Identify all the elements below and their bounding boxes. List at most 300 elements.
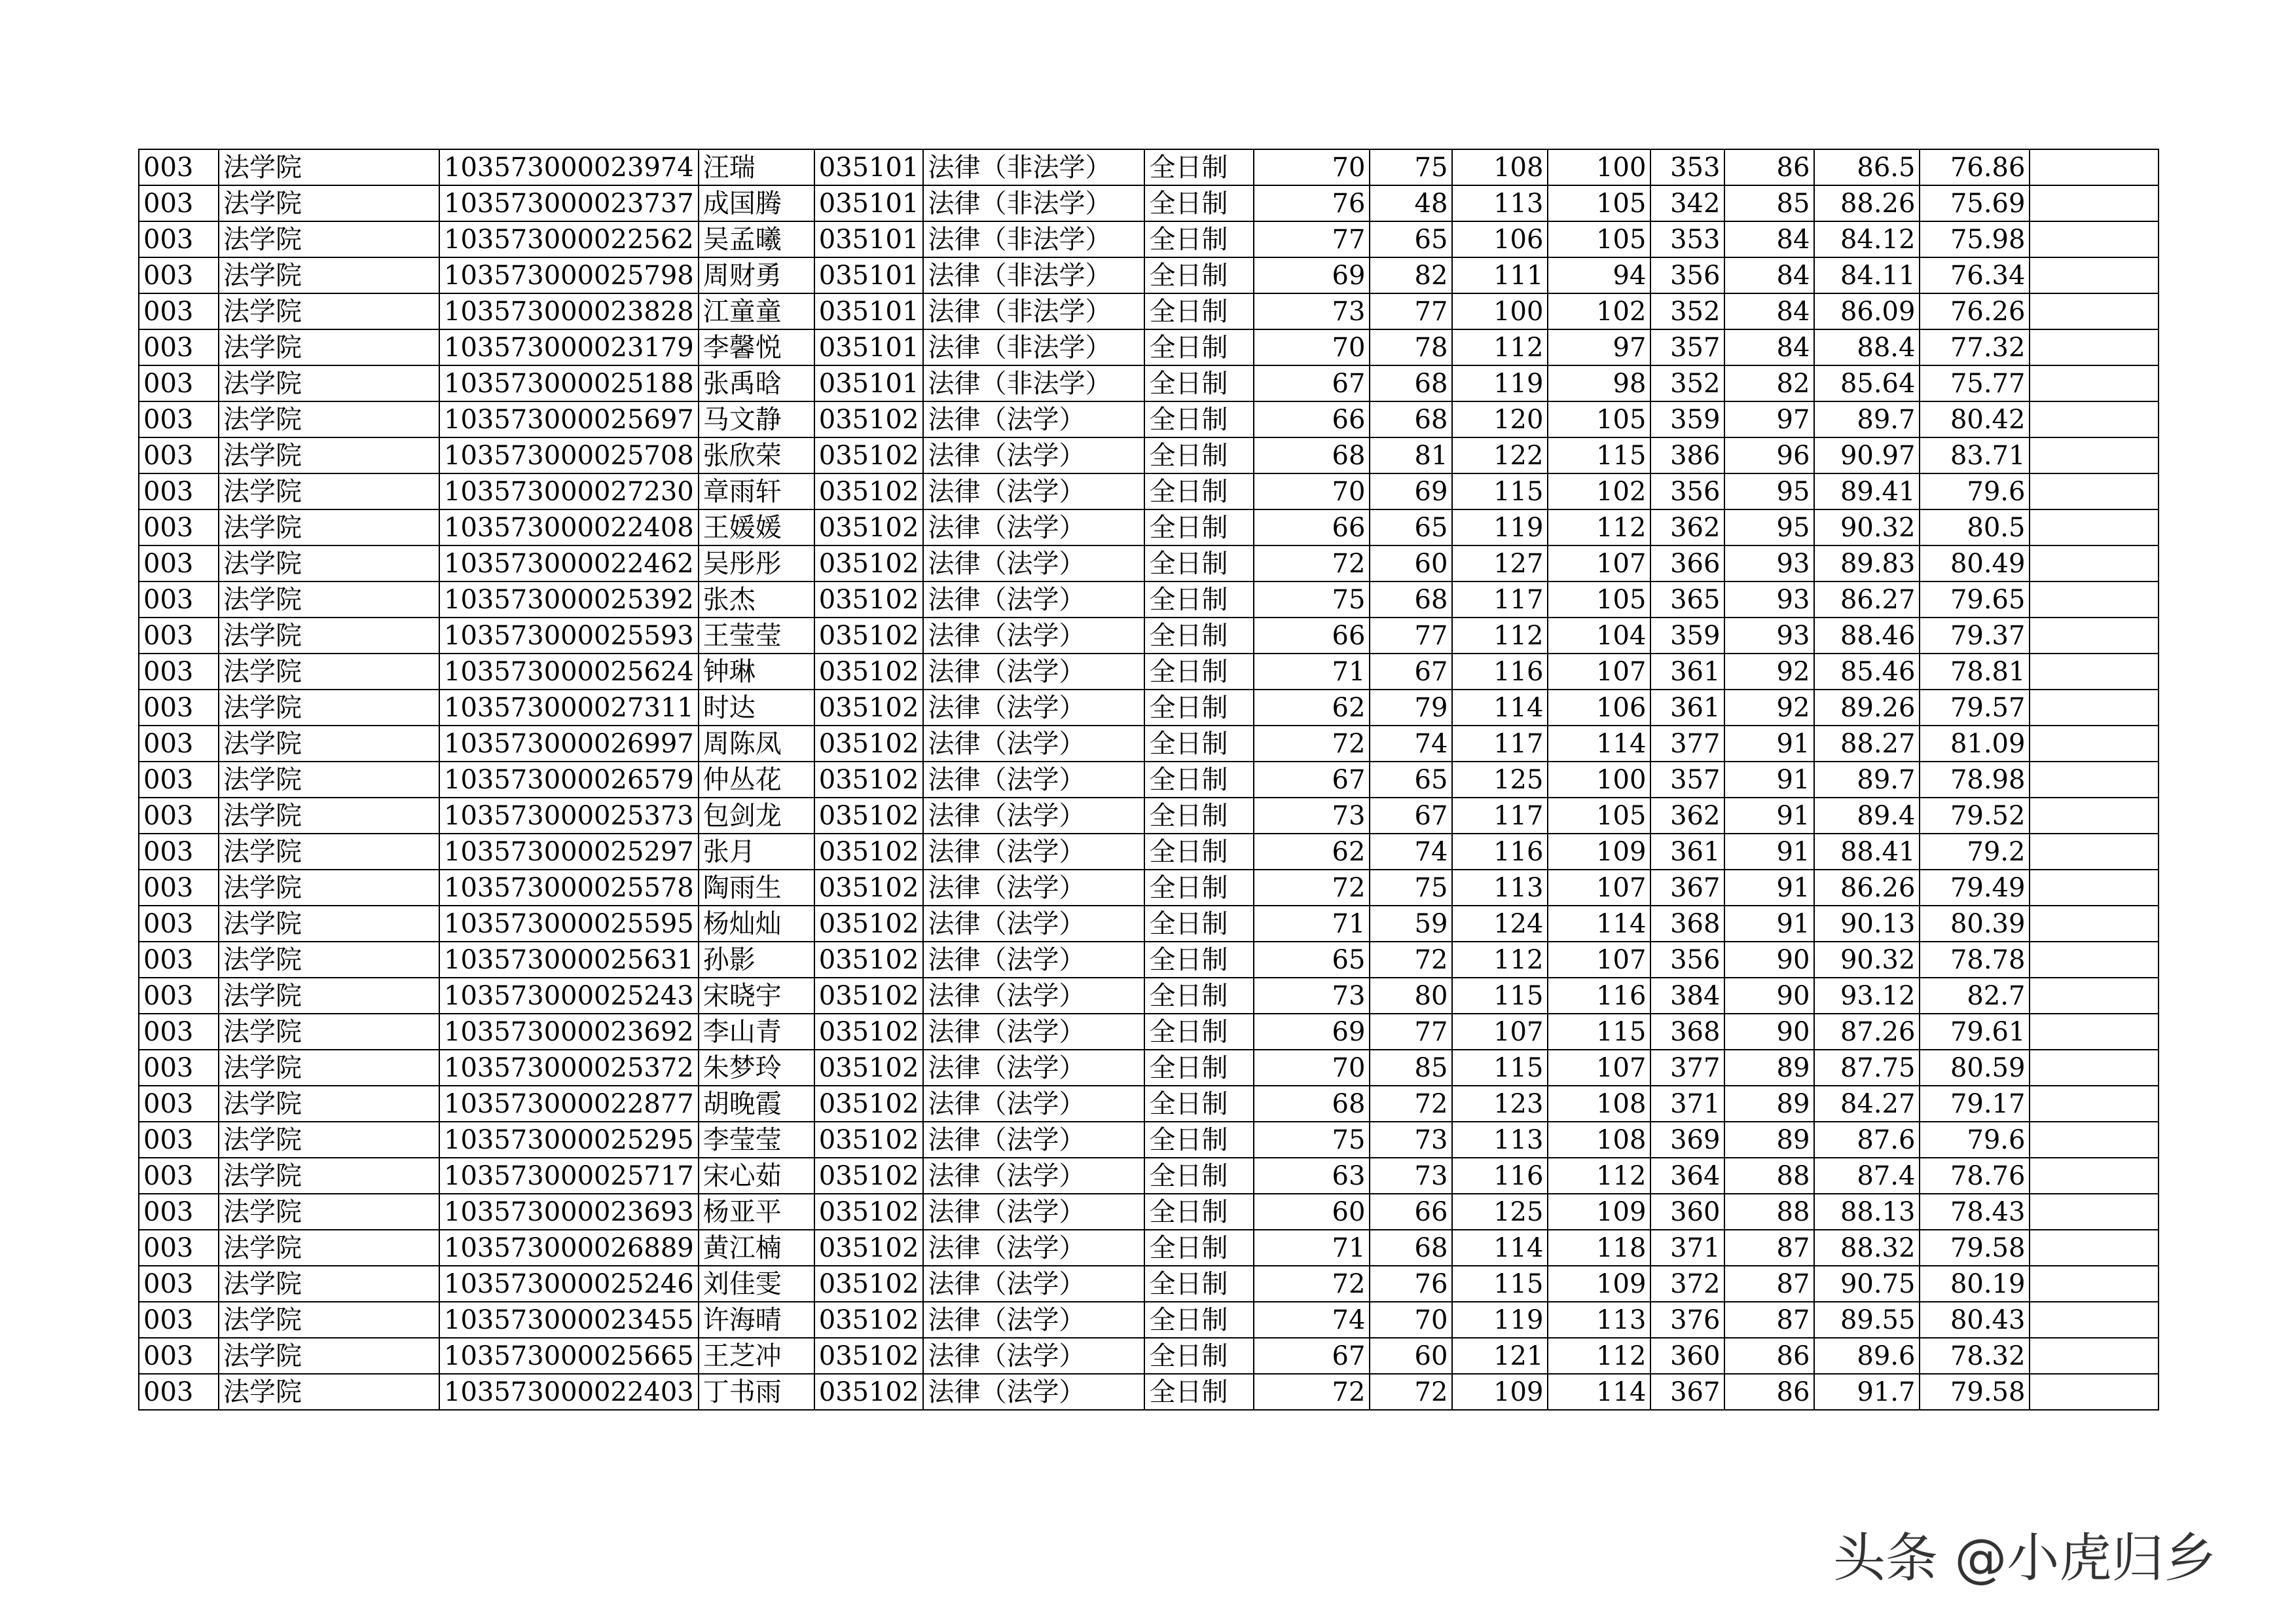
dept-name-cell: 法学院 xyxy=(219,1014,439,1050)
major-code-cell: 035102 xyxy=(814,1266,924,1302)
dept-code-cell: 003 xyxy=(139,978,219,1014)
remark-cell xyxy=(2030,726,2159,762)
major-code-cell: 035102 xyxy=(814,978,924,1014)
interview-score-cell: 97 xyxy=(1724,401,1814,437)
dept-code-cell: 003 xyxy=(139,762,219,798)
initial-total-cell: 359 xyxy=(1650,618,1724,654)
study-mode-cell: 全日制 xyxy=(1144,581,1254,618)
subject2-score-cell: 112 xyxy=(1548,1158,1650,1194)
exam-id-cell: 103573000026889 xyxy=(439,1230,699,1266)
student-name-cell: 汪瑞 xyxy=(699,149,814,185)
subject1-score-cell: 119 xyxy=(1452,365,1548,401)
interview-score-cell: 86 xyxy=(1724,1338,1814,1374)
exam-id-cell: 103573000023179 xyxy=(439,329,699,365)
major-name-cell: 法律（法学） xyxy=(923,618,1144,654)
student-name-cell: 吴孟曦 xyxy=(699,221,814,257)
dept-name-cell: 法学院 xyxy=(219,690,439,726)
initial-total-cell: 367 xyxy=(1650,1374,1724,1410)
study-mode-cell: 全日制 xyxy=(1144,762,1254,798)
interview-score-cell: 92 xyxy=(1724,654,1814,690)
initial-total-cell: 357 xyxy=(1650,762,1724,798)
exam-id-cell: 103573000025595 xyxy=(439,906,699,942)
study-mode-cell: 全日制 xyxy=(1144,1266,1254,1302)
subject1-score-cell: 116 xyxy=(1452,1158,1548,1194)
dept-name-cell: 法学院 xyxy=(219,798,439,834)
exam-id-cell: 103573000022403 xyxy=(439,1374,699,1410)
study-mode-cell: 全日制 xyxy=(1144,1230,1254,1266)
english-score-cell: 48 xyxy=(1370,185,1452,221)
exam-id-cell: 103573000022462 xyxy=(439,545,699,581)
retest-score-cell: 90.32 xyxy=(1814,942,1920,978)
initial-total-cell: 365 xyxy=(1650,581,1724,618)
major-name-cell: 法律（非法学） xyxy=(923,149,1144,185)
study-mode-cell: 全日制 xyxy=(1144,726,1254,762)
dept-name-cell: 法学院 xyxy=(219,401,439,437)
remark-cell xyxy=(2030,545,2159,581)
dept-code-cell: 003 xyxy=(139,185,219,221)
remark-cell xyxy=(2030,1266,2159,1302)
subject2-score-cell: 107 xyxy=(1548,545,1650,581)
major-code-cell: 035102 xyxy=(814,1122,924,1158)
exam-id-cell: 103573000023693 xyxy=(439,1194,699,1230)
politics-score-cell: 66 xyxy=(1254,509,1370,545)
initial-total-cell: 353 xyxy=(1650,221,1724,257)
subject1-score-cell: 127 xyxy=(1452,545,1548,581)
study-mode-cell: 全日制 xyxy=(1144,1122,1254,1158)
study-mode-cell: 全日制 xyxy=(1144,185,1254,221)
retest-score-cell: 88.41 xyxy=(1814,834,1920,870)
major-name-cell: 法律（非法学） xyxy=(923,257,1144,293)
initial-total-cell: 356 xyxy=(1650,473,1724,509)
remark-cell xyxy=(2030,581,2159,618)
subject2-score-cell: 94 xyxy=(1548,257,1650,293)
dept-name-cell: 法学院 xyxy=(219,834,439,870)
politics-score-cell: 73 xyxy=(1254,978,1370,1014)
initial-total-cell: 366 xyxy=(1650,545,1724,581)
dept-code-cell: 003 xyxy=(139,654,219,690)
major-name-cell: 法律（法学） xyxy=(923,1266,1144,1302)
interview-score-cell: 84 xyxy=(1724,293,1814,329)
final-score-cell: 83.71 xyxy=(1920,437,2030,473)
subject1-score-cell: 112 xyxy=(1452,329,1548,365)
exam-id-cell: 103573000023692 xyxy=(439,1014,699,1050)
table-row xyxy=(139,581,2159,618)
subject1-score-cell: 114 xyxy=(1452,1230,1548,1266)
study-mode-cell: 全日制 xyxy=(1144,1338,1254,1374)
dept-code-cell: 003 xyxy=(139,581,219,618)
dept-name-cell: 法学院 xyxy=(219,1230,439,1266)
dept-name-cell: 法学院 xyxy=(219,473,439,509)
dept-name-cell: 法学院 xyxy=(219,1266,439,1302)
subject2-score-cell: 100 xyxy=(1548,762,1650,798)
major-code-cell: 035102 xyxy=(814,1302,924,1338)
exam-id-cell: 103573000022877 xyxy=(439,1086,699,1122)
interview-score-cell: 91 xyxy=(1724,870,1814,906)
study-mode-cell: 全日制 xyxy=(1144,978,1254,1014)
major-name-cell: 法律（法学） xyxy=(923,834,1144,870)
table-row xyxy=(139,221,2159,257)
dept-code-cell: 003 xyxy=(139,1302,219,1338)
politics-score-cell: 72 xyxy=(1254,870,1370,906)
english-score-cell: 68 xyxy=(1370,365,1452,401)
exam-id-cell: 103573000025295 xyxy=(439,1122,699,1158)
politics-score-cell: 66 xyxy=(1254,618,1370,654)
student-name-cell: 朱梦玲 xyxy=(699,1050,814,1086)
politics-score-cell: 72 xyxy=(1254,1374,1370,1410)
retest-score-cell: 85.46 xyxy=(1814,654,1920,690)
study-mode-cell: 全日制 xyxy=(1144,473,1254,509)
subject1-score-cell: 124 xyxy=(1452,906,1548,942)
dept-name-cell: 法学院 xyxy=(219,1086,439,1122)
subject2-score-cell: 107 xyxy=(1548,942,1650,978)
english-score-cell: 70 xyxy=(1370,1302,1452,1338)
interview-score-cell: 85 xyxy=(1724,185,1814,221)
english-score-cell: 59 xyxy=(1370,906,1452,942)
student-name-cell: 时达 xyxy=(699,690,814,726)
dept-code-cell: 003 xyxy=(139,365,219,401)
subject2-score-cell: 100 xyxy=(1548,149,1650,185)
subject2-score-cell: 109 xyxy=(1548,1194,1650,1230)
remark-cell xyxy=(2030,1338,2159,1374)
subject1-score-cell: 112 xyxy=(1452,618,1548,654)
final-score-cell: 79.52 xyxy=(1920,798,2030,834)
subject2-score-cell: 98 xyxy=(1548,365,1650,401)
interview-score-cell: 95 xyxy=(1724,473,1814,509)
study-mode-cell: 全日制 xyxy=(1144,365,1254,401)
dept-name-cell: 法学院 xyxy=(219,149,439,185)
major-code-cell: 035102 xyxy=(814,1050,924,1086)
interview-score-cell: 95 xyxy=(1724,509,1814,545)
dept-code-cell: 003 xyxy=(139,1374,219,1410)
dept-name-cell: 法学院 xyxy=(219,978,439,1014)
interview-score-cell: 88 xyxy=(1724,1194,1814,1230)
interview-score-cell: 86 xyxy=(1724,149,1814,185)
remark-cell xyxy=(2030,185,2159,221)
dept-code-cell: 003 xyxy=(139,257,219,293)
final-score-cell: 79.65 xyxy=(1920,581,2030,618)
final-score-cell: 78.81 xyxy=(1920,654,2030,690)
student-name-cell: 丁书雨 xyxy=(699,1374,814,1410)
politics-score-cell: 73 xyxy=(1254,293,1370,329)
dept-code-cell: 003 xyxy=(139,545,219,581)
dept-code-cell: 003 xyxy=(139,834,219,870)
retest-score-cell: 85.64 xyxy=(1814,365,1920,401)
final-score-cell: 78.76 xyxy=(1920,1158,2030,1194)
politics-score-cell: 60 xyxy=(1254,1194,1370,1230)
major-code-cell: 035102 xyxy=(814,906,924,942)
exam-id-cell: 103573000025373 xyxy=(439,798,699,834)
retest-score-cell: 88.13 xyxy=(1814,1194,1920,1230)
english-score-cell: 74 xyxy=(1370,834,1452,870)
student-name-cell: 张欣荣 xyxy=(699,437,814,473)
politics-score-cell: 75 xyxy=(1254,581,1370,618)
interview-score-cell: 84 xyxy=(1724,329,1814,365)
student-name-cell: 王莹莹 xyxy=(699,618,814,654)
subject1-score-cell: 123 xyxy=(1452,1086,1548,1122)
subject1-score-cell: 115 xyxy=(1452,978,1548,1014)
dept-name-cell: 法学院 xyxy=(219,618,439,654)
final-score-cell: 79.58 xyxy=(1920,1374,2030,1410)
politics-score-cell: 75 xyxy=(1254,1122,1370,1158)
subject1-score-cell: 115 xyxy=(1452,1050,1548,1086)
initial-total-cell: 352 xyxy=(1650,365,1724,401)
exam-id-cell: 103573000027230 xyxy=(439,473,699,509)
retest-score-cell: 89.7 xyxy=(1814,401,1920,437)
student-name-cell: 李山青 xyxy=(699,1014,814,1050)
dept-name-cell: 法学院 xyxy=(219,437,439,473)
english-score-cell: 77 xyxy=(1370,1014,1452,1050)
politics-score-cell: 70 xyxy=(1254,149,1370,185)
student-name-cell: 宋心茹 xyxy=(699,1158,814,1194)
subject2-score-cell: 97 xyxy=(1548,329,1650,365)
initial-total-cell: 361 xyxy=(1650,834,1724,870)
initial-total-cell: 384 xyxy=(1650,978,1724,1014)
initial-total-cell: 362 xyxy=(1650,509,1724,545)
retest-score-cell: 88.32 xyxy=(1814,1230,1920,1266)
exam-id-cell: 103573000025708 xyxy=(439,437,699,473)
table-row xyxy=(139,509,2159,545)
subject1-score-cell: 122 xyxy=(1452,437,1548,473)
subject2-score-cell: 105 xyxy=(1548,581,1650,618)
table-row xyxy=(139,365,2159,401)
student-name-cell: 成国腾 xyxy=(699,185,814,221)
table-row xyxy=(139,473,2159,509)
study-mode-cell: 全日制 xyxy=(1144,401,1254,437)
student-name-cell: 张杰 xyxy=(699,581,814,618)
politics-score-cell: 72 xyxy=(1254,726,1370,762)
dept-code-cell: 003 xyxy=(139,1158,219,1194)
interview-score-cell: 88 xyxy=(1724,1158,1814,1194)
dept-code-cell: 003 xyxy=(139,401,219,437)
table-row xyxy=(139,1158,2159,1194)
subject1-score-cell: 116 xyxy=(1452,834,1548,870)
remark-cell xyxy=(2030,329,2159,365)
major-code-cell: 035102 xyxy=(814,834,924,870)
dept-code-cell: 003 xyxy=(139,906,219,942)
study-mode-cell: 全日制 xyxy=(1144,1050,1254,1086)
remark-cell xyxy=(2030,906,2159,942)
dept-code-cell: 003 xyxy=(139,293,219,329)
interview-score-cell: 87 xyxy=(1724,1266,1814,1302)
english-score-cell: 85 xyxy=(1370,1050,1452,1086)
exam-id-cell: 103573000027311 xyxy=(439,690,699,726)
interview-score-cell: 86 xyxy=(1724,1374,1814,1410)
subject1-score-cell: 100 xyxy=(1452,293,1548,329)
retest-score-cell: 87.26 xyxy=(1814,1014,1920,1050)
major-name-cell: 法律（法学） xyxy=(923,1050,1144,1086)
interview-score-cell: 92 xyxy=(1724,690,1814,726)
subject2-score-cell: 105 xyxy=(1548,221,1650,257)
dept-name-cell: 法学院 xyxy=(219,509,439,545)
english-score-cell: 81 xyxy=(1370,437,1452,473)
dept-code-cell: 003 xyxy=(139,1338,219,1374)
english-score-cell: 68 xyxy=(1370,401,1452,437)
subject1-score-cell: 117 xyxy=(1452,581,1548,618)
major-name-cell: 法律（法学） xyxy=(923,978,1144,1014)
major-code-cell: 035102 xyxy=(814,1194,924,1230)
study-mode-cell: 全日制 xyxy=(1144,1302,1254,1338)
exam-id-cell: 103573000023455 xyxy=(439,1302,699,1338)
table-row xyxy=(139,762,2159,798)
major-code-cell: 035101 xyxy=(814,257,924,293)
politics-score-cell: 68 xyxy=(1254,1086,1370,1122)
subject1-score-cell: 111 xyxy=(1452,257,1548,293)
subject1-score-cell: 108 xyxy=(1452,149,1548,185)
table-row xyxy=(139,618,2159,654)
study-mode-cell: 全日制 xyxy=(1144,654,1254,690)
remark-cell xyxy=(2030,1230,2159,1266)
retest-score-cell: 86.26 xyxy=(1814,870,1920,906)
major-name-cell: 法律（法学） xyxy=(923,906,1144,942)
interview-score-cell: 93 xyxy=(1724,545,1814,581)
retest-score-cell: 88.4 xyxy=(1814,329,1920,365)
student-name-cell: 钟琳 xyxy=(699,654,814,690)
major-code-cell: 035102 xyxy=(814,798,924,834)
retest-score-cell: 84.12 xyxy=(1814,221,1920,257)
major-code-cell: 035102 xyxy=(814,762,924,798)
initial-total-cell: 359 xyxy=(1650,401,1724,437)
table-row xyxy=(139,1122,2159,1158)
subject2-score-cell: 113 xyxy=(1548,1302,1650,1338)
table-row xyxy=(139,870,2159,906)
exam-id-cell: 103573000025593 xyxy=(439,618,699,654)
english-score-cell: 78 xyxy=(1370,329,1452,365)
major-code-cell: 035102 xyxy=(814,1374,924,1410)
english-score-cell: 69 xyxy=(1370,473,1452,509)
politics-score-cell: 70 xyxy=(1254,329,1370,365)
politics-score-cell: 66 xyxy=(1254,401,1370,437)
subject1-score-cell: 109 xyxy=(1452,1374,1548,1410)
dept-name-cell: 法学院 xyxy=(219,221,439,257)
subject1-score-cell: 113 xyxy=(1452,870,1548,906)
major-code-cell: 035102 xyxy=(814,1014,924,1050)
major-name-cell: 法律（非法学） xyxy=(923,365,1144,401)
student-name-cell: 刘佳雯 xyxy=(699,1266,814,1302)
study-mode-cell: 全日制 xyxy=(1144,906,1254,942)
dept-name-cell: 法学院 xyxy=(219,1194,439,1230)
english-score-cell: 67 xyxy=(1370,798,1452,834)
major-code-cell: 035102 xyxy=(814,1338,924,1374)
student-name-cell: 周财勇 xyxy=(699,257,814,293)
major-name-cell: 法律（法学） xyxy=(923,690,1144,726)
study-mode-cell: 全日制 xyxy=(1144,618,1254,654)
retest-score-cell: 89.7 xyxy=(1814,762,1920,798)
remark-cell xyxy=(2030,1158,2159,1194)
english-score-cell: 68 xyxy=(1370,581,1452,618)
student-name-cell: 许海晴 xyxy=(699,1302,814,1338)
english-score-cell: 79 xyxy=(1370,690,1452,726)
study-mode-cell: 全日制 xyxy=(1144,149,1254,185)
dept-name-cell: 法学院 xyxy=(219,870,439,906)
politics-score-cell: 67 xyxy=(1254,762,1370,798)
dept-code-cell: 003 xyxy=(139,1230,219,1266)
table-row xyxy=(139,1050,2159,1086)
dept-name-cell: 法学院 xyxy=(219,329,439,365)
initial-total-cell: 377 xyxy=(1650,1050,1724,1086)
subject2-score-cell: 115 xyxy=(1548,437,1650,473)
initial-total-cell: 362 xyxy=(1650,798,1724,834)
initial-total-cell: 368 xyxy=(1650,1014,1724,1050)
subject2-score-cell: 104 xyxy=(1548,618,1650,654)
dept-code-cell: 003 xyxy=(139,870,219,906)
major-name-cell: 法律（法学） xyxy=(923,762,1144,798)
student-name-cell: 宋晓宇 xyxy=(699,978,814,1014)
interview-score-cell: 89 xyxy=(1724,1086,1814,1122)
major-code-cell: 035101 xyxy=(814,365,924,401)
retest-score-cell: 88.46 xyxy=(1814,618,1920,654)
dept-code-cell: 003 xyxy=(139,1086,219,1122)
final-score-cell: 79.17 xyxy=(1920,1086,2030,1122)
study-mode-cell: 全日制 xyxy=(1144,329,1254,365)
initial-total-cell: 360 xyxy=(1650,1194,1724,1230)
study-mode-cell: 全日制 xyxy=(1144,1158,1254,1194)
dept-name-cell: 法学院 xyxy=(219,1338,439,1374)
dept-name-cell: 法学院 xyxy=(219,762,439,798)
retest-score-cell: 91.7 xyxy=(1814,1374,1920,1410)
subject2-score-cell: 108 xyxy=(1548,1122,1650,1158)
table-row xyxy=(139,1266,2159,1302)
exam-id-cell: 103573000025392 xyxy=(439,581,699,618)
remark-cell xyxy=(2030,1374,2159,1410)
exam-id-cell: 103573000023828 xyxy=(439,293,699,329)
english-score-cell: 77 xyxy=(1370,618,1452,654)
dept-name-cell: 法学院 xyxy=(219,257,439,293)
student-name-cell: 王芝冲 xyxy=(699,1338,814,1374)
final-score-cell: 80.49 xyxy=(1920,545,2030,581)
final-score-cell: 80.5 xyxy=(1920,509,2030,545)
final-score-cell: 75.69 xyxy=(1920,185,2030,221)
final-score-cell: 79.49 xyxy=(1920,870,2030,906)
initial-total-cell: 376 xyxy=(1650,1302,1724,1338)
politics-score-cell: 73 xyxy=(1254,798,1370,834)
dept-code-cell: 003 xyxy=(139,726,219,762)
english-score-cell: 75 xyxy=(1370,149,1452,185)
major-code-cell: 035102 xyxy=(814,437,924,473)
table-row xyxy=(139,978,2159,1014)
major-code-cell: 035102 xyxy=(814,545,924,581)
retest-score-cell: 90.13 xyxy=(1814,906,1920,942)
politics-score-cell: 72 xyxy=(1254,545,1370,581)
retest-score-cell: 89.55 xyxy=(1814,1302,1920,1338)
student-name-cell: 马文静 xyxy=(699,401,814,437)
politics-score-cell: 71 xyxy=(1254,906,1370,942)
interview-score-cell: 91 xyxy=(1724,906,1814,942)
dept-code-cell: 003 xyxy=(139,942,219,978)
subject2-score-cell: 102 xyxy=(1548,293,1650,329)
retest-score-cell: 90.75 xyxy=(1814,1266,1920,1302)
student-name-cell: 包剑龙 xyxy=(699,798,814,834)
major-code-cell: 035102 xyxy=(814,1158,924,1194)
dept-code-cell: 003 xyxy=(139,473,219,509)
politics-score-cell: 74 xyxy=(1254,1302,1370,1338)
retest-score-cell: 84.11 xyxy=(1814,257,1920,293)
exam-id-cell: 103573000025665 xyxy=(439,1338,699,1374)
remark-cell xyxy=(2030,690,2159,726)
dept-code-cell: 003 xyxy=(139,1122,219,1158)
major-code-cell: 035101 xyxy=(814,329,924,365)
dept-name-cell: 法学院 xyxy=(219,1158,439,1194)
english-score-cell: 60 xyxy=(1370,545,1452,581)
dept-code-cell: 003 xyxy=(139,149,219,185)
remark-cell xyxy=(2030,942,2159,978)
initial-total-cell: 361 xyxy=(1650,654,1724,690)
final-score-cell: 80.42 xyxy=(1920,401,2030,437)
interview-score-cell: 82 xyxy=(1724,365,1814,401)
exam-id-cell: 103573000022408 xyxy=(439,509,699,545)
politics-score-cell: 69 xyxy=(1254,1014,1370,1050)
interview-score-cell: 93 xyxy=(1724,581,1814,618)
remark-cell xyxy=(2030,1086,2159,1122)
